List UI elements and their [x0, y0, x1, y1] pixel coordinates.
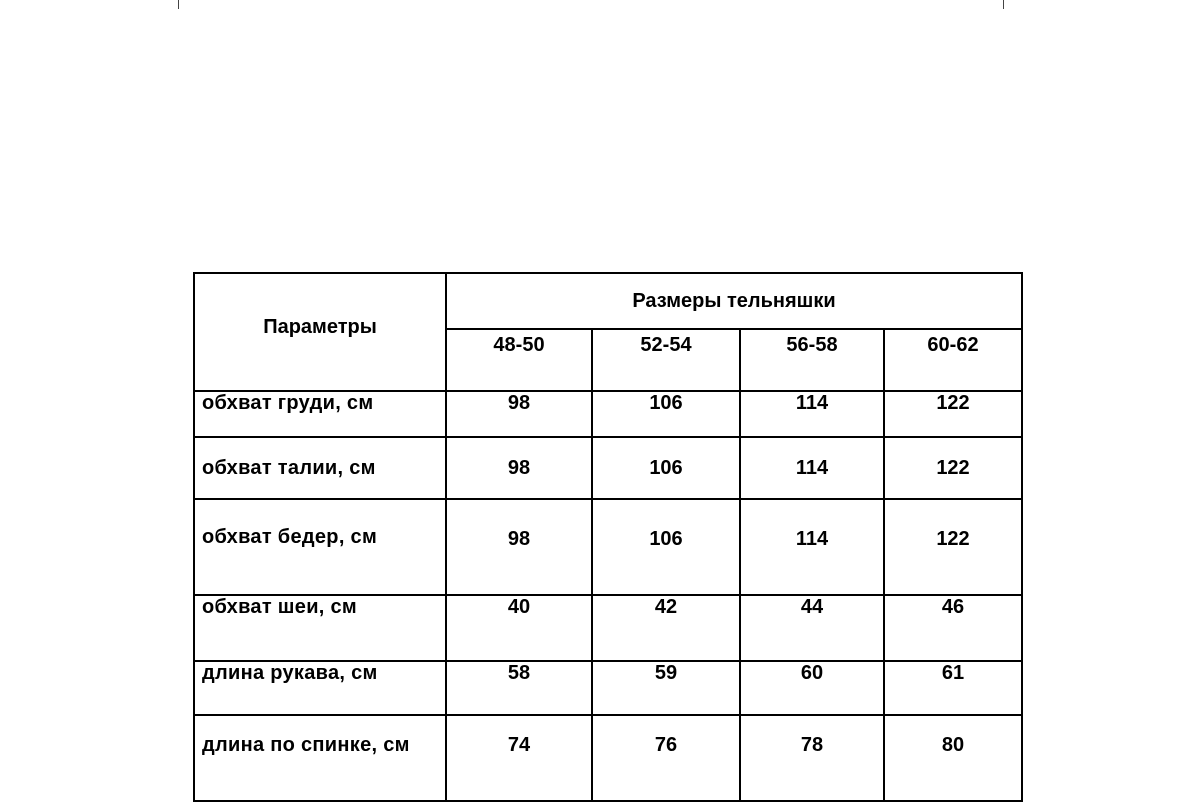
- table-row: [194, 391, 1022, 437]
- size-header: 56-58: [740, 329, 884, 391]
- table-row: [194, 595, 1022, 661]
- table-cell: 122: [884, 499, 1022, 595]
- row-label: обхват шеи, см: [194, 595, 446, 661]
- table-cell: 106: [592, 437, 740, 499]
- table-row: [194, 499, 1022, 595]
- table-cell: 114: [740, 437, 884, 499]
- size-chart-table: [193, 272, 1023, 802]
- size-header: 60-62: [884, 329, 1022, 391]
- row-label: обхват груди, см: [194, 391, 446, 437]
- size-header: 52-54: [592, 329, 740, 391]
- table-cell: 76: [592, 715, 740, 801]
- crop-mark-left: [178, 0, 179, 9]
- table-row: [194, 715, 1022, 801]
- table-row: [194, 661, 1022, 715]
- row-label: длина рукава, см: [194, 661, 446, 715]
- row-label: длина по спинке, см: [194, 715, 446, 801]
- table-row: [194, 437, 1022, 499]
- table-cell: 122: [884, 391, 1022, 437]
- table-cell: 106: [592, 391, 740, 437]
- table-cell: 74: [446, 715, 592, 801]
- table-cell: 61: [884, 661, 1022, 715]
- table-cell: 60: [740, 661, 884, 715]
- table-cell: 46: [884, 595, 1022, 661]
- table-cell: 114: [740, 499, 884, 595]
- table-cell: 58: [446, 661, 592, 715]
- table-cell: 44: [740, 595, 884, 661]
- header-row: [194, 273, 1022, 329]
- table-cell: 106: [592, 499, 740, 595]
- table-cell: 40: [446, 595, 592, 661]
- table-cell: 122: [884, 437, 1022, 499]
- crop-mark-right: [1003, 0, 1004, 9]
- params-header: Параметры: [194, 273, 446, 391]
- sizes-header: Размеры тельняшки: [446, 273, 1022, 329]
- table-cell: 59: [592, 661, 740, 715]
- table-cell: 78: [740, 715, 884, 801]
- table-cell: 98: [446, 391, 592, 437]
- table-cell: 98: [446, 499, 592, 595]
- table-cell: 114: [740, 391, 884, 437]
- row-label: обхват бедер, см: [194, 499, 446, 595]
- table-cell: 80: [884, 715, 1022, 801]
- table-cell: 42: [592, 595, 740, 661]
- table-cell: 98: [446, 437, 592, 499]
- size-header: 48-50: [446, 329, 592, 391]
- row-label: обхват талии, см: [194, 437, 446, 499]
